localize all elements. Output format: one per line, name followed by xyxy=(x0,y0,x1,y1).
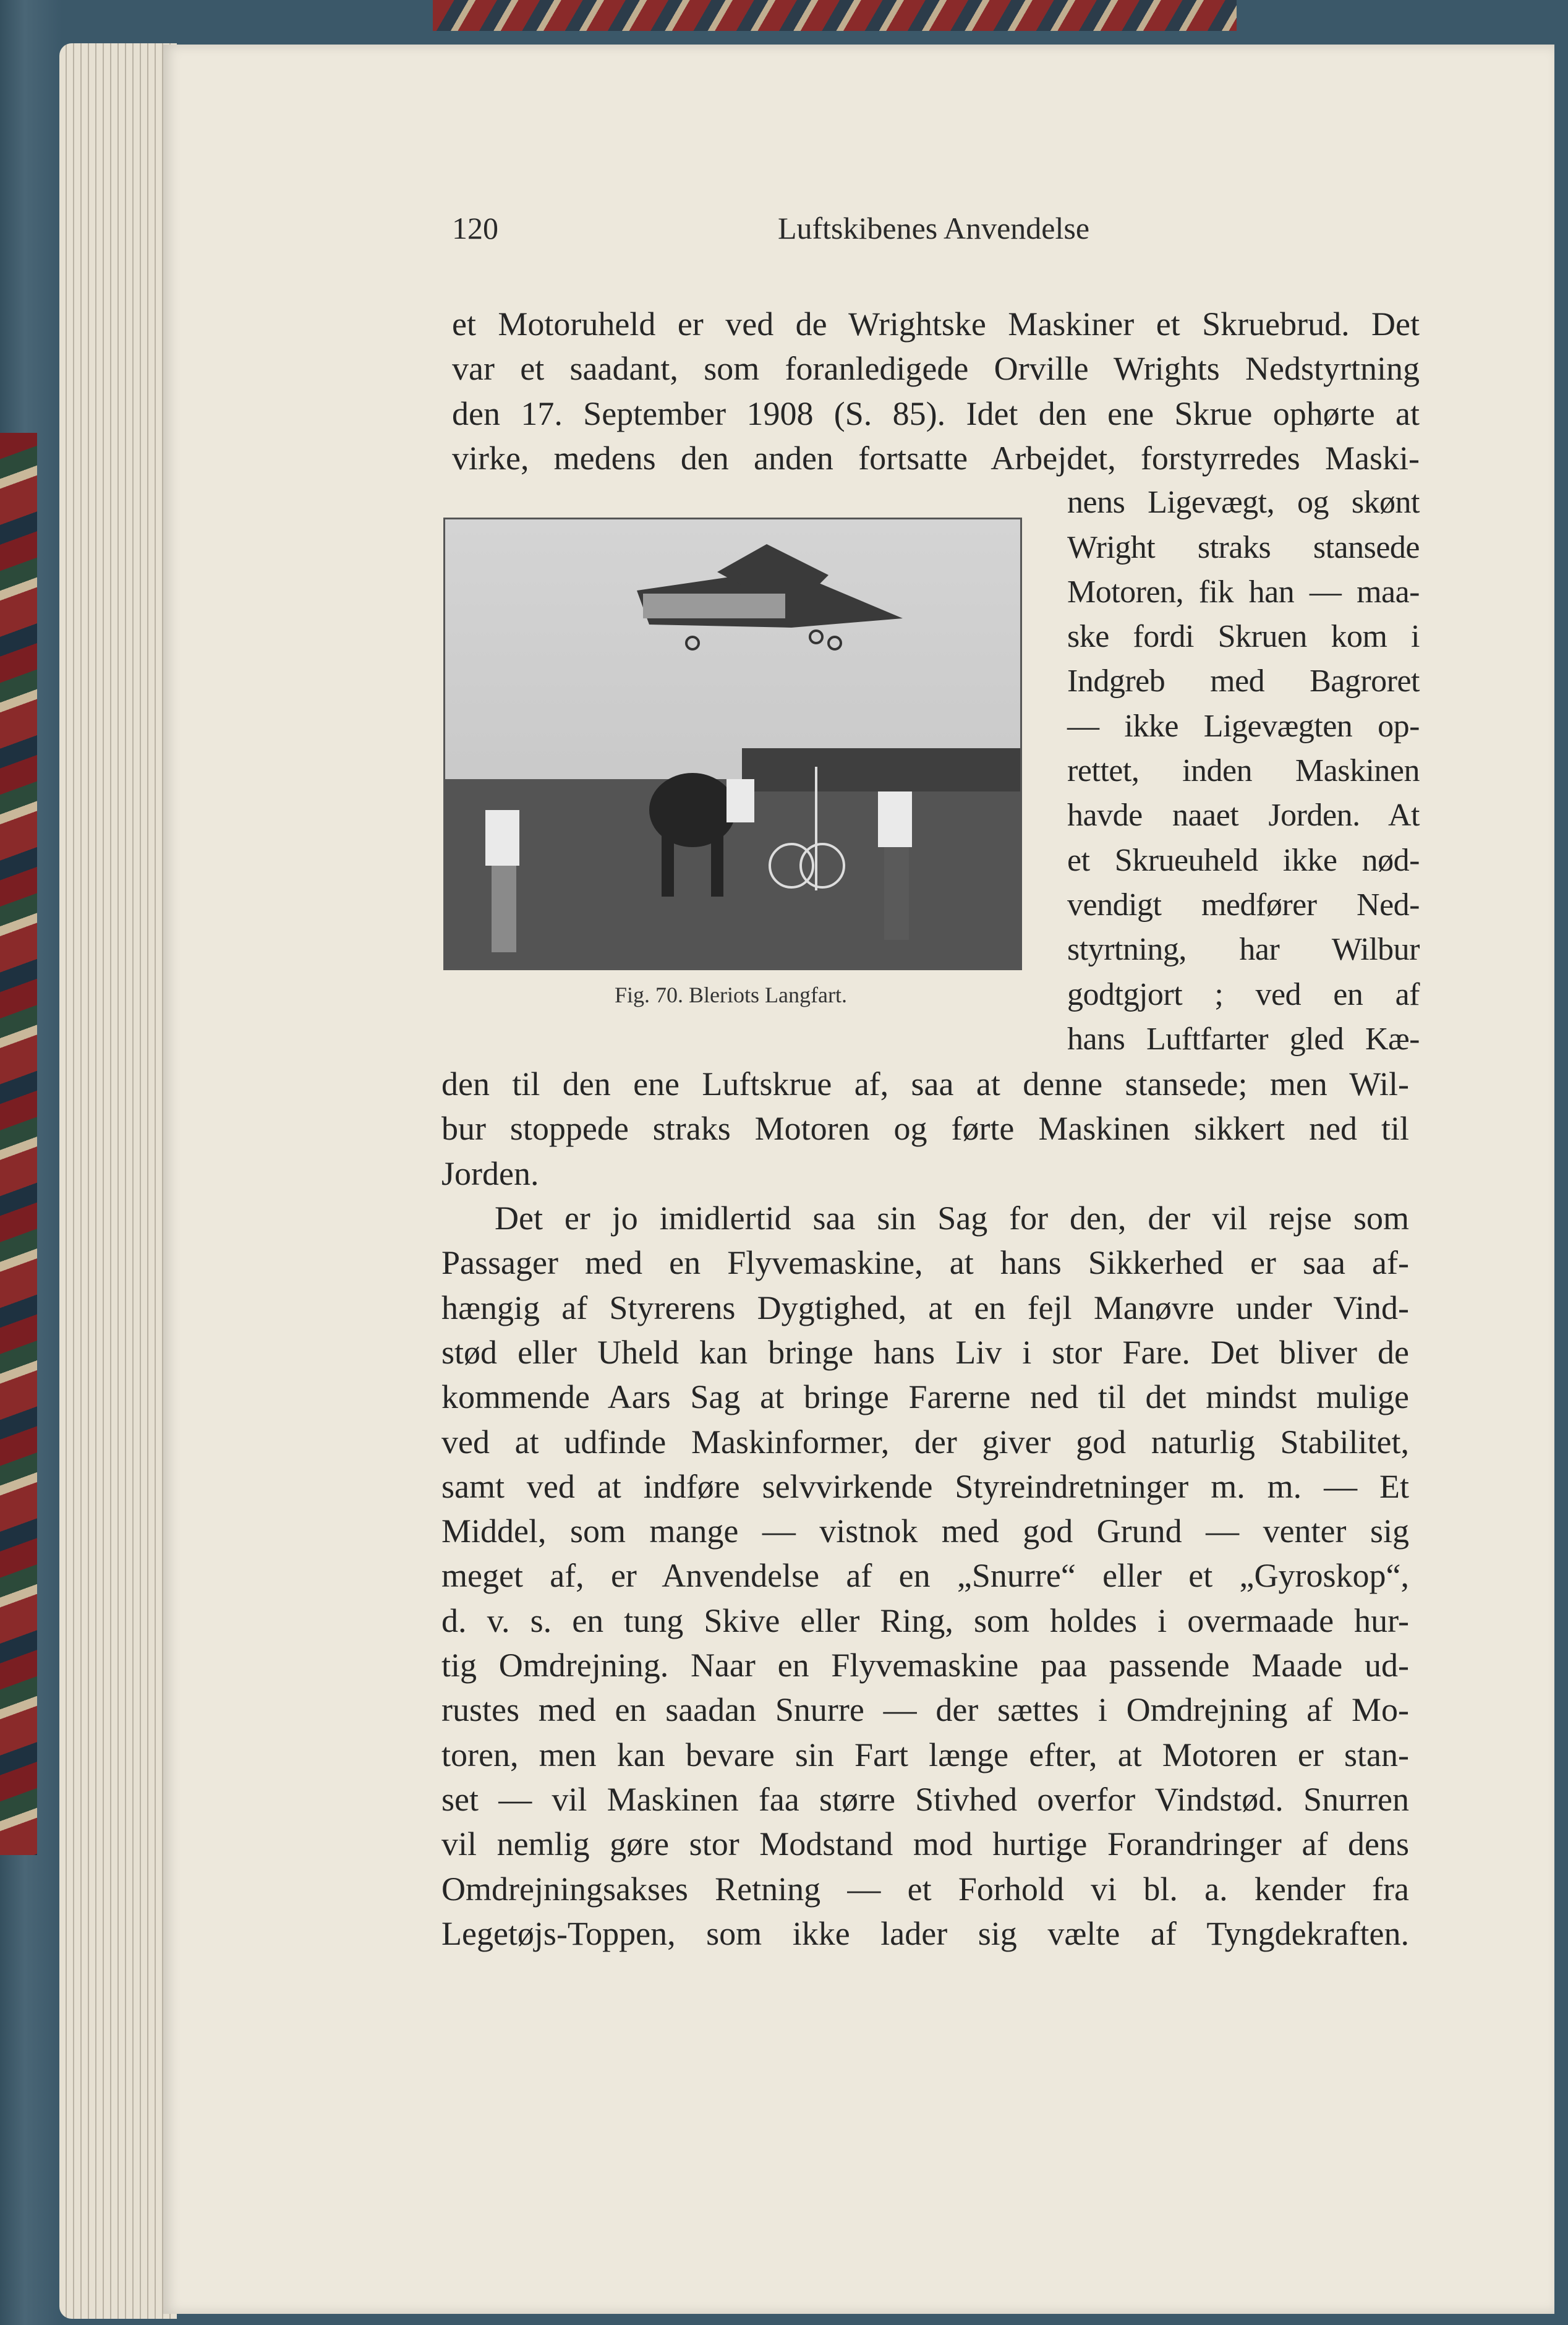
marbled-endpaper-left xyxy=(0,433,37,1855)
text-line xyxy=(1067,615,1420,659)
text-line-content: Omdrejningsakses Retning — et Forhold vi bl. a. kender fra xyxy=(441,1870,1409,1908)
text-line xyxy=(1067,838,1420,883)
text-line-content: meget af, er Anvendelse af en „Snurre“ eller et „Gyroskop“, xyxy=(441,1557,1409,1595)
text-line xyxy=(1067,704,1420,749)
page-number: 120 xyxy=(452,211,498,245)
text-line-content: Legetøjs-Toppen, som ikke lader sig vælte af Tyngdekraften. xyxy=(441,1914,1409,1952)
text-line xyxy=(1067,659,1420,704)
page-edges xyxy=(59,43,177,2319)
text-line-content: — ikke Ligevægten op- xyxy=(1067,708,1420,744)
text-line xyxy=(441,1464,1409,1509)
text-line xyxy=(441,1151,1409,1196)
text-line xyxy=(495,1196,1409,1240)
text-line-content: stød eller Uheld kan bringe hans Liv i stor Fare. Det bliver de xyxy=(441,1333,1409,1371)
text-line xyxy=(441,1240,1409,1285)
text-line xyxy=(441,1286,1409,1330)
text-line-content: hans Luftfarter gled Kæ- xyxy=(1067,1021,1420,1057)
text-line-content: d. v. s. en tung Skive eller Ring, som holdes i overmaade hur- xyxy=(441,1602,1409,1639)
text-line xyxy=(452,436,1420,480)
text-line-content: et Motoruheld er ved de Wrightske Maskiner et Skruebrud. Det xyxy=(452,305,1420,343)
text-line-content: den til den ene Luftskrue af, saa at denne stansede; men Wil- xyxy=(441,1065,1409,1103)
text-line xyxy=(452,391,1420,436)
text-line xyxy=(1067,793,1420,838)
text-line xyxy=(441,1420,1409,1464)
text-line xyxy=(441,1777,1409,1822)
text-line xyxy=(441,1106,1409,1151)
text-line xyxy=(441,1733,1409,1777)
text-line xyxy=(1067,928,1420,972)
figure-photo-bleriot-plane xyxy=(443,518,1022,970)
text-line-content: Jorden. xyxy=(441,1154,539,1192)
text-line xyxy=(441,1330,1409,1375)
text-line xyxy=(441,1062,1409,1106)
text-line xyxy=(441,1911,1409,1956)
text-line xyxy=(441,1509,1409,1553)
text-line-content: godtgjort ; ved en af xyxy=(1067,976,1420,1012)
text-line-content: bur stoppede straks Motoren og førte Maskinen sikkert ned til xyxy=(441,1110,1409,1148)
text-line-content: den 17. September 1908 (S. 85). Idet den ene Skrue ophørte at xyxy=(452,395,1420,432)
text-line xyxy=(441,1598,1409,1643)
text-line-content: Passager med en Flyvemaskine, at hans Sikkerhed er saa af- xyxy=(441,1244,1409,1282)
marbled-endpaper-top xyxy=(433,0,1237,31)
text-line-content: Det er jo imidlertid saa sin Sag for den, der vil rejse som xyxy=(495,1200,1409,1237)
running-title: Luftskibenes Anvendelse xyxy=(777,211,1090,245)
text-line-content: vil nemlig gøre stor Modstand mod hurtige Forandringer af dens xyxy=(441,1825,1409,1863)
text-line-content: toren, men kan bevare sin Fart længe efter, at Motoren er stan- xyxy=(441,1736,1409,1773)
text-line-content: vendigt medfører Ned- xyxy=(1067,887,1420,923)
figure-caption: Fig. 70. Bleriots Langfart. xyxy=(615,983,847,1007)
text-line-content: Wright straks stansede xyxy=(1067,529,1420,565)
text-line xyxy=(441,1375,1409,1419)
text-line xyxy=(1067,883,1420,928)
text-line xyxy=(441,1687,1409,1732)
text-line xyxy=(1067,526,1420,570)
text-line-content: ved at udfinde Maskinformer, der giver god naturlig Stabilitet, xyxy=(441,1423,1409,1461)
text-line-content: hængig af Styrerens Dygtighed, at en fejl Manøvre under Vind- xyxy=(441,1289,1409,1326)
text-line-content: Motoren, fik han — maa- xyxy=(1067,574,1420,610)
text-line xyxy=(1067,749,1420,793)
text-line-content: rustes med en saadan Snurre — der sættes i Omdrejning af Mo- xyxy=(441,1691,1409,1729)
text-line xyxy=(441,1553,1409,1598)
text-line xyxy=(1067,480,1420,525)
text-line-content: Indgreb med Bagroret xyxy=(1067,663,1420,699)
text-line xyxy=(1067,1017,1420,1062)
text-line xyxy=(441,1867,1409,1911)
text-line-content: kommende Aars Sag at bringe Farerne ned til det mindst mulige xyxy=(441,1378,1409,1416)
text-line-content: samt ved at indføre selvvirkende Styreindretninger m. m. — Et xyxy=(441,1467,1409,1505)
text-line-content: ske fordi Skruen kom i xyxy=(1067,619,1420,655)
text-line xyxy=(441,1822,1409,1866)
text-line-content: et Skrueuheld ikke nød- xyxy=(1067,842,1420,878)
text-line xyxy=(1067,570,1420,615)
text-line-content: havde naaet Jorden. At xyxy=(1067,798,1420,834)
text-line-content: Middel, som mange — vistnok med god Grund — venter sig xyxy=(441,1512,1409,1550)
text-line xyxy=(452,346,1420,391)
text-line-content: tig Omdrejning. Naar en Flyvemaskine paa passende Maade ud- xyxy=(441,1647,1409,1684)
text-line-content: virke, medens den anden fortsatte Arbejdet, forstyrredes Maski- xyxy=(452,439,1420,477)
text-line-content: styrtning, har Wilbur xyxy=(1067,932,1420,968)
text-line-content: var et saadant, som foranledigede Orville Wrights Nedstyrtning xyxy=(452,350,1420,388)
text-line xyxy=(452,302,1420,346)
text-line-content: set — vil Maskinen faa større Stivhed overfor Vindstød. Snurren xyxy=(441,1780,1409,1818)
text-line xyxy=(441,1643,1409,1687)
text-line-content: rettet, inden Maskinen xyxy=(1067,753,1420,788)
text-line xyxy=(1067,973,1420,1017)
text-line-content: nens Ligevægt, og skønt xyxy=(1067,485,1420,521)
